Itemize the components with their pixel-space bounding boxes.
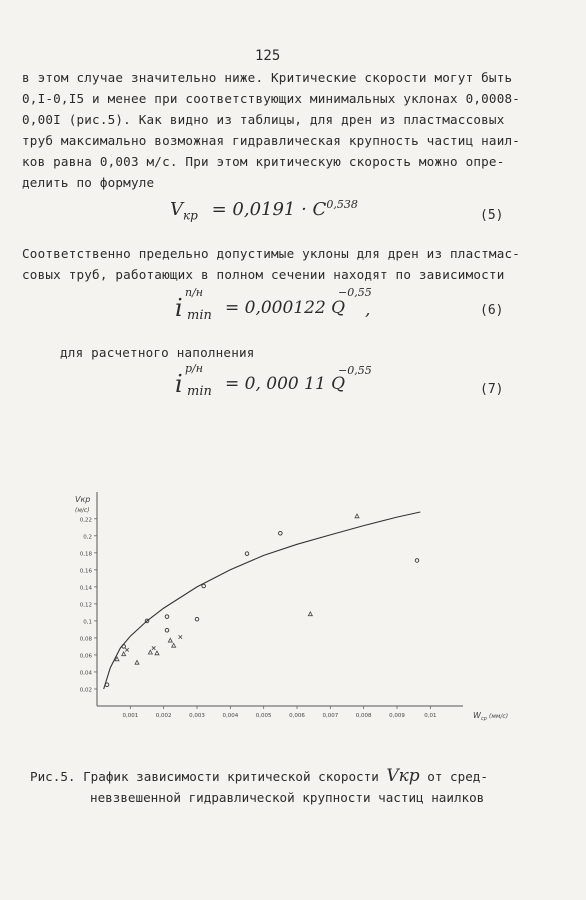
paragraph-1 [22,67,520,193]
formula-rhs: = 0, 000 11 Q [225,374,346,394]
text-line: 0,00I (рис.5). Как видно из таблицы, для дрен из пластмассовых [22,112,505,127]
data-point-triangle [122,652,126,656]
data-point-circle [195,617,199,621]
y-tick-label: 0,02 [79,687,92,694]
y-tick-label: 0,12 [79,602,92,609]
x-axis-label: W [473,711,481,720]
data-point-triangle [172,643,176,647]
x-tick-label: 0,008 [355,713,372,719]
data-point-triangle [168,638,172,642]
y-tick-label: 0,08 [79,636,92,643]
text-line: совых труб, работающих в полном сечении находят по зависимости [22,267,505,282]
x-tick-label: 0,005 [255,713,272,719]
data-point-circle [202,584,206,588]
y-tick-label: 0,14 [79,585,92,592]
text-line: труб максимально возможная гидравлическая крупность частиц наил- [22,133,521,148]
caption-text: от сред- [427,769,488,784]
x-axis-unit: (мм/с) [489,713,509,720]
figure-caption [30,765,488,809]
x-axis-subscript: ср [481,716,487,722]
y-tick-label: 0,2 [83,534,92,541]
formula-subscript: min [187,308,212,323]
text-line: ков равна 0,003 м/с. При этом критическую скорость можно опре- [22,154,505,169]
formula-lhs: i [175,294,183,322]
data-point-triangle [148,650,152,654]
caption-text: Рис.5. График зависимости критической скорости [30,769,379,784]
data-point-triangle [355,514,359,518]
x-tick-label: 0,007 [322,713,339,719]
text-line: Соответственно предельно допустимые уклоны для дрен из пластмас- [22,246,521,261]
y-axis-unit: (м/с) [75,507,90,514]
data-point-cross [179,635,183,639]
data-point-circle [415,559,419,563]
x-tick-label: 0,004 [222,713,239,719]
figure-5 [55,488,509,733]
data-point-circle [279,531,283,535]
x-tick-label: 0,01 [424,713,437,719]
equation-number-6: (6) [480,303,504,318]
formula-exponent: −0,55 [338,286,372,299]
formula-subscript: min [187,384,212,399]
formula-comma: , [365,300,371,320]
equation-number-7: (7) [480,382,504,397]
chart-svg [55,488,509,733]
caption-line-2: невзвешенной гидравлической крупности частиц наилков [90,790,485,805]
data-point-circle [165,628,169,632]
formula-exponent: −0,55 [338,364,372,377]
formula-subscript: кр [183,208,198,223]
text-line: в этом случае значительно ниже. Критические скорости могут быть [22,70,513,85]
data-point-circle [165,615,169,619]
data-point-cross [152,646,156,650]
y-tick-label: 0,18 [79,551,92,558]
y-axis-label: Vкр [75,495,91,504]
y-tick-label: 0,04 [79,670,92,677]
formula-7 [175,362,425,407]
paragraph-2 [22,243,520,285]
formula-lhs: i [175,370,183,398]
data-point-cross [125,648,129,652]
x-tick-label: 0,003 [189,713,205,719]
y-tick-label: 0,1 [83,619,92,626]
data-point-circle [105,683,109,687]
text-line: делить по формуле [22,175,155,190]
data-point-triangle [308,612,312,616]
formula-rhs: = 0,000122 Q [225,298,346,318]
x-tick-label: 0,009 [389,713,405,719]
data-point-triangle [135,660,139,664]
data-point-circle [245,552,249,556]
data-point-triangle [155,651,159,655]
formula-6 [175,286,425,331]
x-tick-label: 0,001 [122,713,139,719]
y-tick-label: 0,22 [79,517,92,524]
formula-exponent: 0,538 [326,198,358,211]
text-line: для расчетного наполнения [60,345,255,360]
formula-lhs: V [170,199,183,220]
text-line: 0,I-0,I5 и менее при соответствующих минимальных уклонах 0,0008- [22,91,521,106]
caption-symbol: Vкр [386,766,420,786]
formula-5 [170,198,358,223]
paragraph-3 [60,342,255,363]
y-tick-label: 0,16 [79,568,92,575]
fit-curve [104,512,421,689]
page-number: 125 [255,48,281,64]
formula-superscript: р/н [185,362,203,375]
y-tick-label: 0,06 [79,653,92,660]
formula-superscript: п/н [185,286,204,299]
equation-number-5: (5) [480,208,504,223]
x-tick-label: 0,002 [155,713,172,719]
x-tick-label: 0,006 [289,713,305,719]
formula-rhs: = 0,0191 · C [211,199,327,220]
